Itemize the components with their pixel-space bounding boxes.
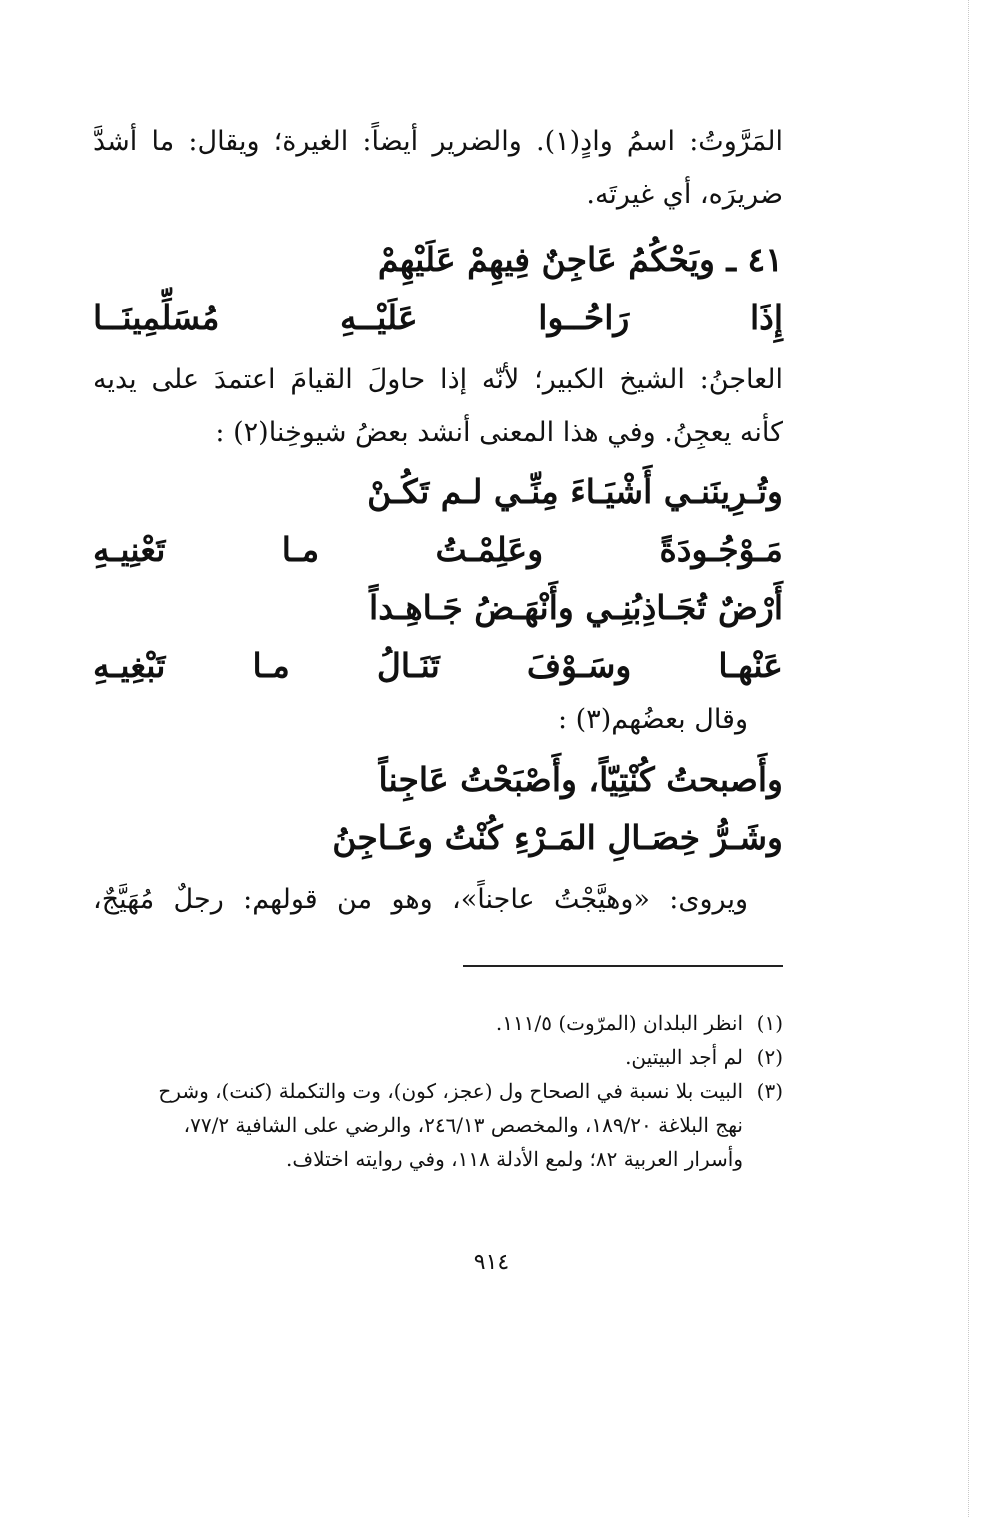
footnote-separator	[463, 965, 783, 967]
footnote-2-text: لم أجد البيتين.	[625, 1045, 743, 1069]
scan-edge-line	[968, 0, 969, 1517]
footnote-3-continuation-2: وأسرار العربية ٨٢؛ ولمع الأدلة ١١٨، وفي روايته اختلاف.	[286, 1147, 743, 1171]
poem-1-line-4: عَنْهـا وسَـوْفَ تَنَـالُ مـا تَبْغِيـهِ	[93, 646, 783, 685]
poem-2-intro: وقال بعضُهم(٣) :	[557, 704, 748, 735]
footnote-1-number: (١)	[756, 1011, 783, 1035]
footnote-1	[93, 1008, 783, 1038]
poem-2-line-1: وأَصبحتُ كُنْتِيّاً، وأَصْبَحْتُ عَاجِناً	[378, 760, 783, 799]
poem-2-line-2: وشَـرُّ خِصَـالِ المَـرْءِ كُنْتُ وعَـاجِنُ	[332, 818, 783, 857]
paragraph-3: ويروى: «وهيَّجْتُ عاجناً»، وهو من قولهم: رجلٌ مُهَيَّجٌ،	[93, 884, 748, 915]
verse-41-second-hemistich: إِذَا رَاحُــوا عَلَيْــهِ مُسَلِّمِينَــا	[93, 298, 783, 337]
paragraph-1-line-1: المَرَّوتُ: اسمُ وادٍ(١). والضرير أيضاً: الغيرة؛ ويقال: ما أشدَّ	[93, 126, 783, 157]
poem-1-line-1: وتُـرِينَنـي أَشْيَـاءَ مِنِّـي لـم تَكُـنْ	[367, 472, 783, 511]
poem-1-line-2: مَـوْجُـودَةً وعَلِمْـتُ مـا تَعْنِيـهِ	[93, 530, 783, 569]
footnote-3	[93, 1076, 783, 1106]
footnote-3-text: البيت بلا نسبة في الصحاح ول (عجز، كون)، وت والتكملة (كنت)، وشرح	[158, 1079, 743, 1103]
footnote-3-number: (٣)	[756, 1079, 783, 1103]
footnote-1-text: انظر البلدان (المرّوت) ١١١/٥.	[495, 1011, 743, 1035]
footnote-2	[93, 1042, 783, 1072]
footnote-3-continuation-1: نهج البلاغة ١٨٩/٢٠، والمخصص ٢٤٦/١٣، والرضي على الشافية ٧٧/٢،	[183, 1113, 743, 1137]
paragraph-2-line-1: العاجنُ: الشيخ الكبير؛ لأنّه إذا حاولَ القيامَ اعتمدَ على يديه	[93, 364, 783, 395]
footnote-2-number: (٢)	[756, 1045, 783, 1069]
paragraph-1-line-2: ضريرَه، أي غيرتَه.	[586, 179, 783, 210]
paragraph-2-line-2: كأنه يعجِنُ. وفي هذا المعنى أنشد بعضُ شيوخِنا(٢) :	[215, 417, 783, 448]
verse-41-first-hemistich: ٤١ ـ ويَحْكُمُ عَاجِنٌ فِيهِمْ عَلَيْهِمْ	[377, 240, 783, 279]
poem-1-line-3: أَرْضٌ تُجَـاذِبُنِـي وأَنْهَـضُ جَـاهِـداً	[369, 588, 783, 627]
page-number: ٩١٤	[473, 1250, 510, 1275]
